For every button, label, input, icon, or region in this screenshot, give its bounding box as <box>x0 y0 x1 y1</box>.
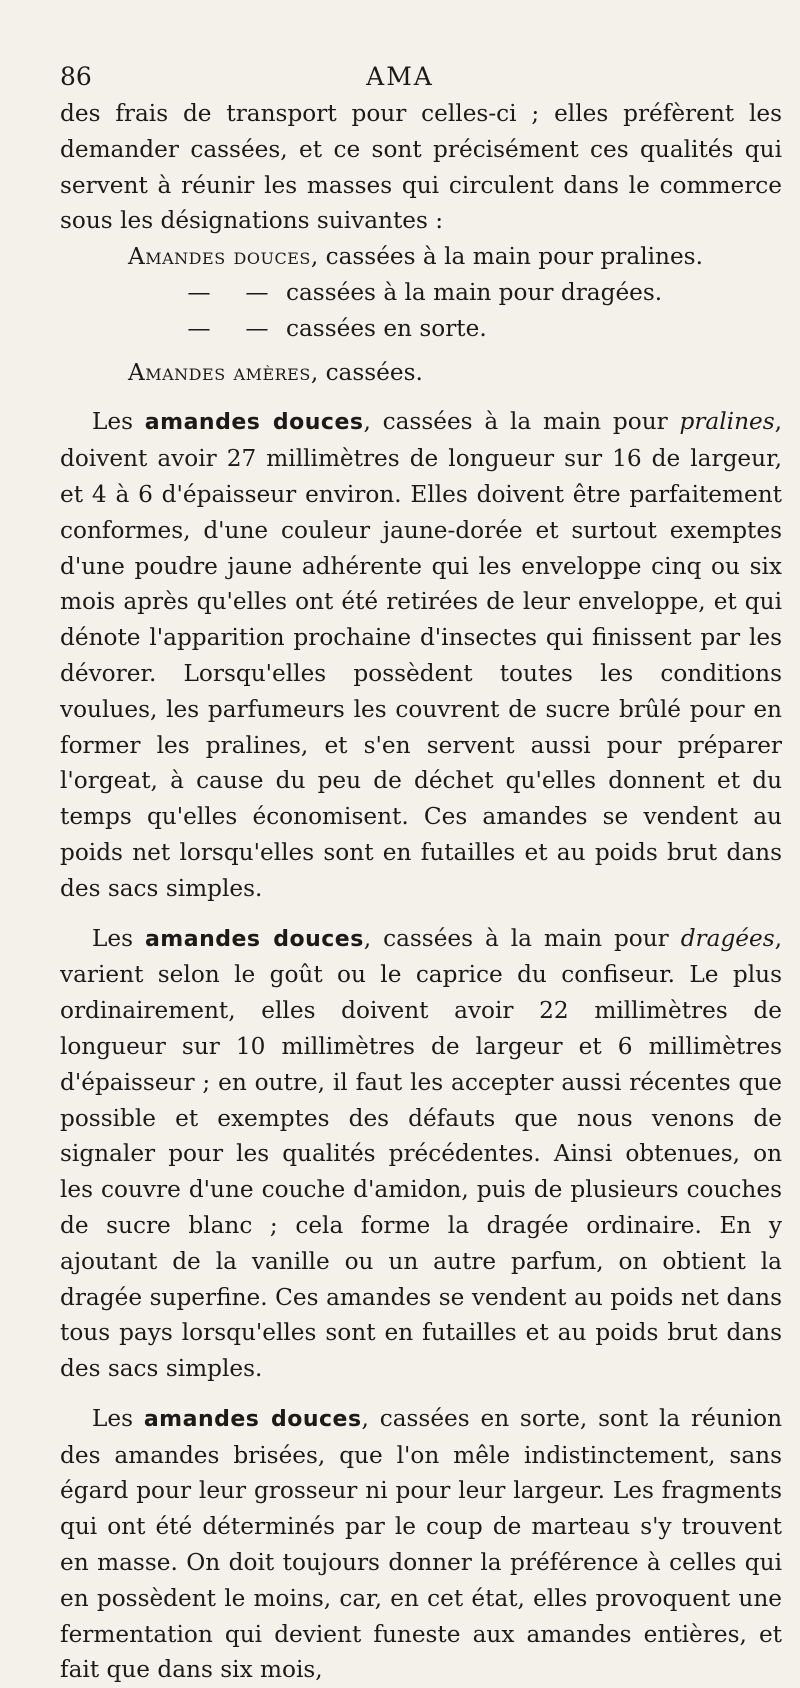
list-item <box>60 239 782 275</box>
italic-term: dragées <box>680 924 775 952</box>
designation-list <box>60 239 782 390</box>
bold-term: amandes douces <box>144 926 364 952</box>
item-text: , cassées. <box>310 358 423 386</box>
paragraph-text: , cassées à la main pour <box>363 924 681 952</box>
paragraph-dragees <box>60 921 782 1387</box>
item-name: Amandes amères <box>128 358 311 386</box>
ditto-mark: — <box>245 314 269 342</box>
paragraph-text: Les <box>92 1404 144 1432</box>
running-title: AMA <box>366 62 434 91</box>
intro-line: des frais de transport pour celles-ci ; elles préfèrent les demander <box>60 100 782 163</box>
italic-term: pralines <box>679 408 775 436</box>
paragraph-text: , cassées à la main pour <box>363 408 680 436</box>
list-item <box>60 275 782 311</box>
page-number: 86 <box>60 62 92 91</box>
running-header <box>60 62 740 96</box>
paragraph-pralines <box>60 404 782 906</box>
intro-paragraph <box>60 96 782 239</box>
paragraph-en-sorte <box>60 1401 782 1688</box>
ditto-mark: — <box>187 314 211 342</box>
list-item <box>60 311 782 347</box>
paragraph-text: Les <box>92 924 145 952</box>
item-text: , cassées à la main pour pralines. <box>310 243 703 271</box>
intro-line: cassées, et ce sont précisément ces qualités qui servent à réunir <box>60 135 782 199</box>
intro-line: les masses qui circulent dans le commerce sous les désignations <box>60 171 783 235</box>
item-text: cassées en sorte. <box>286 314 487 342</box>
paragraph-text: Les <box>92 408 145 436</box>
ditto-mark: — <box>245 278 269 306</box>
list-item <box>60 355 782 391</box>
page-body <box>60 96 782 1688</box>
paragraph-text: , doivent avoir 27 millimètres de longueur sur 16 de largeur, et 4 à 6 d'épaisseur environ. Elles doivent être parfaitement conformes, d'une couleur jaune-dorée et surtout exemptes d'une poudre jaune adhérente qui les enveloppe cinq ou six mois après qu'elles ont été retirées de leur enveloppe, et qui dénote l'apparition prochaine d'insectes qui finissent par les dévorer. Lorsqu'elles possèdent toutes les conditions voulues, les parfumeurs les couvrent de sucre brûlé pour en former les pralines, et s'en servent aussi pour préparer l'orgeat, à cause du peu de déchet qu'elles donnent et du temps qu'elles économisent. Ces amandes se vendent au poids net lorsqu'elles sont en futailles et au poids brut dans des sacs simples. <box>60 408 782 902</box>
paragraph-text: , cassées en sorte, sont la réunion des amandes brisées, que l'on mêle indistinctement, sans égard pour leur grosseur ni pour leur largeur. Les fragments qui ont été déterminés par le coup de marteau s'y trouvent en masse. On doit toujours donner la préférence à celles qui en possèdent le moins, car, en cet état, elles provoquent une fermentation qui devient funeste aux amandes entières, et fait que dans six mois, <box>60 1404 783 1684</box>
item-name: Amandes douces <box>128 243 311 271</box>
paragraph-text: , varient selon le goût ou le caprice du confiseur. Le plus ordinairement, elles doivent avoir 22 millimètres de longueur sur 10 millimètres de largeur et 6 millimètres d'épaisseur ; en outre, il faut les accepter aussi récentes que possible et exemptes des défauts que nous venons de signaler pour les qualités précédentes. Ainsi obtenues, on les couvre d'une couche d'amidon, puis de plusieurs couches de sucre blanc ; cela forme la dragée ordinaire. En y ajoutant de la vanille ou un autre parfum, on obtient la dragée superfine. Ces amandes se vendent au poids net dans tous pays lorsqu'elles sont en futailles et au poids brut dans des sacs simples. <box>60 924 783 1383</box>
intro-line: suivantes : <box>316 207 444 235</box>
ditto-mark: — <box>187 278 211 306</box>
bold-term: amandes douces <box>143 1406 362 1432</box>
bold-term: amandes douces <box>144 410 364 436</box>
item-text: cassées à la main pour dragées. <box>286 278 663 306</box>
